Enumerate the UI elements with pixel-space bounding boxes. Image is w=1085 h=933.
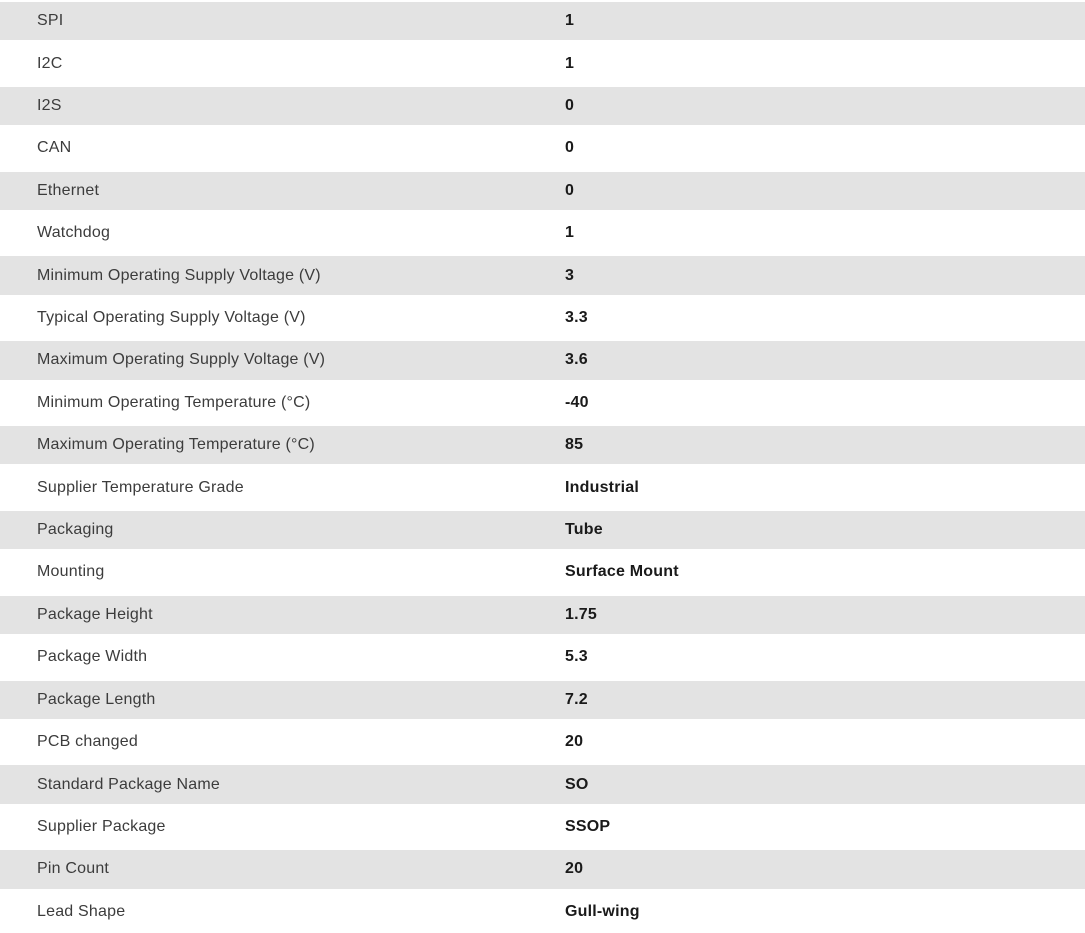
table-row — [0, 848, 1085, 890]
spec-value: 20 — [565, 860, 584, 878]
spec-value: 3.3 — [565, 309, 588, 327]
spec-label: SPI — [37, 12, 64, 30]
spec-label: Minimum Operating Supply Voltage (V) — [37, 266, 321, 284]
spec-label: I2C — [37, 54, 63, 72]
table-row — [0, 254, 1085, 296]
spec-label: Minimum Operating Temperature (°C) — [37, 393, 311, 411]
spec-value: SSOP — [565, 817, 611, 835]
table-row — [0, 636, 1085, 678]
table-row — [0, 509, 1085, 551]
spec-value: SO — [565, 775, 589, 793]
spec-value: 1.75 — [565, 605, 597, 623]
spec-label: Standard Package Name — [37, 775, 220, 793]
spec-label: Supplier Temperature Grade — [37, 478, 244, 496]
table-row — [0, 551, 1085, 593]
spec-label: Maximum Operating Supply Voltage (V) — [37, 351, 326, 369]
spec-label: Typical Operating Supply Voltage (V) — [37, 309, 306, 327]
table-row — [0, 0, 1085, 42]
table-row — [0, 806, 1085, 848]
table-row — [0, 382, 1085, 424]
table-row — [0, 594, 1085, 636]
spec-value: 1 — [565, 12, 575, 30]
spec-label: Ethernet — [37, 181, 100, 199]
spec-value: 85 — [565, 436, 584, 454]
table-row — [0, 466, 1085, 508]
spec-label: Package Length — [37, 690, 156, 708]
spec-label: Packaging — [37, 521, 114, 539]
table-row — [0, 891, 1085, 933]
spec-label: Package Height — [37, 605, 153, 623]
spec-value: 1 — [565, 224, 575, 242]
spec-label: PCB changed — [37, 733, 138, 751]
table-row — [0, 42, 1085, 84]
spec-value: 1 — [565, 54, 575, 72]
spec-label: Package Width — [37, 648, 148, 666]
spec-value: 7.2 — [565, 690, 588, 708]
spec-value: 0 — [565, 139, 575, 157]
spec-label: Watchdog — [37, 224, 111, 242]
table-row — [0, 212, 1085, 254]
spec-value: 20 — [565, 733, 584, 751]
spec-value: 0 — [565, 181, 575, 199]
spec-value: Gull-wing — [565, 902, 640, 920]
table-row — [0, 339, 1085, 381]
table-row — [0, 297, 1085, 339]
spec-value: 3.6 — [565, 351, 588, 369]
spec-value: 5.3 — [565, 648, 588, 666]
table-row — [0, 170, 1085, 212]
table-row — [0, 763, 1085, 805]
spec-label: CAN — [37, 139, 72, 157]
spec-value: Surface Mount — [565, 563, 679, 581]
spec-value: Tube — [565, 521, 603, 539]
spec-label: Lead Shape — [37, 902, 126, 920]
spec-label: Pin Count — [37, 860, 110, 878]
spec-value: 3 — [565, 266, 575, 284]
table-row — [0, 424, 1085, 466]
spec-value: 0 — [565, 97, 575, 115]
table-row — [0, 679, 1085, 721]
table-row — [0, 721, 1085, 763]
spec-value: -40 — [565, 393, 589, 411]
table-row — [0, 85, 1085, 127]
spec-label: Maximum Operating Temperature (°C) — [37, 436, 315, 454]
spec-label: I2S — [37, 97, 62, 115]
table-row — [0, 127, 1085, 169]
spec-value: Industrial — [565, 478, 640, 496]
spec-label: Supplier Package — [37, 817, 166, 835]
spec-label: Mounting — [37, 563, 105, 581]
